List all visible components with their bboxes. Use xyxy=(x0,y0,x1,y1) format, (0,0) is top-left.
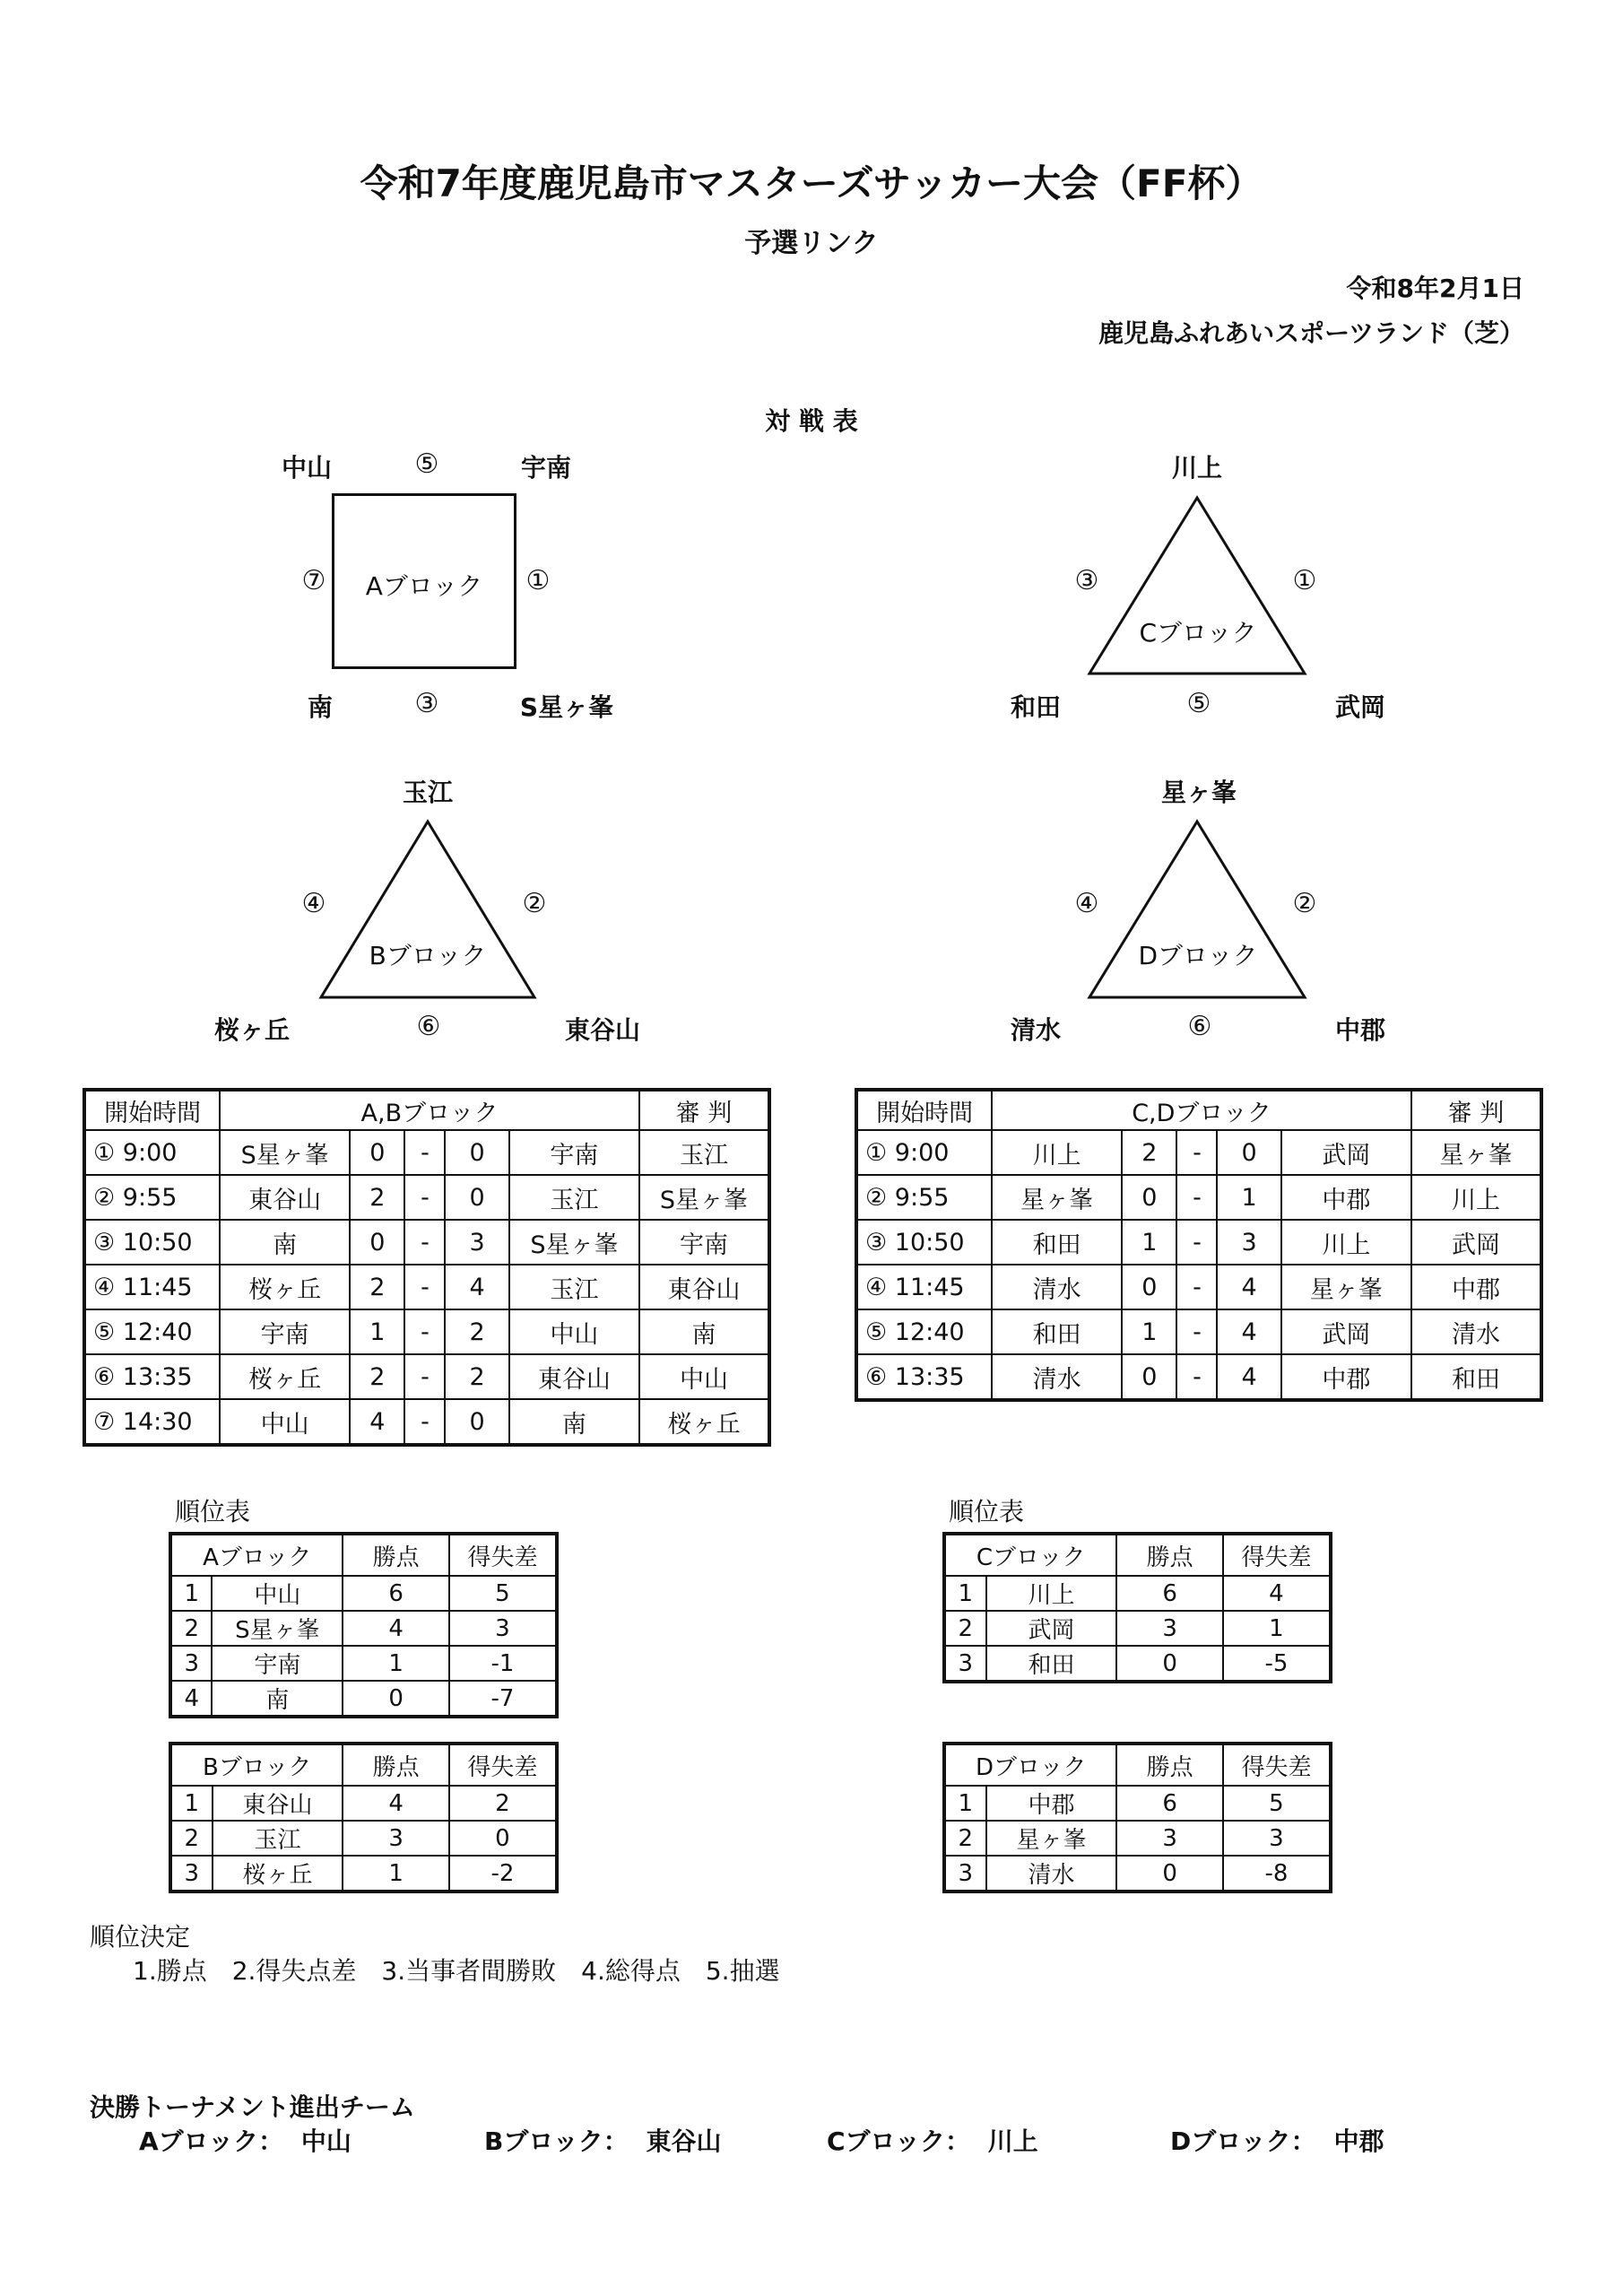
away-score: 3 xyxy=(445,1220,508,1265)
points: 1 xyxy=(343,1856,448,1892)
block-b-match-right: ② xyxy=(522,888,547,919)
points: 3 xyxy=(1116,1611,1222,1646)
referee: 星ヶ峯 xyxy=(1411,1130,1541,1175)
away-score: 3 xyxy=(1217,1220,1280,1265)
away-score: 0 xyxy=(1217,1130,1280,1175)
schedule-row xyxy=(856,1220,1541,1265)
home-score: 4 xyxy=(350,1399,404,1445)
finalist-team: 川上 xyxy=(987,2126,1038,2156)
home-score: 1 xyxy=(1122,1309,1176,1354)
referee: 和田 xyxy=(1411,1354,1541,1400)
away-team: 武岡 xyxy=(1281,1309,1411,1354)
home-team: 和田 xyxy=(992,1220,1122,1265)
page-subtitle: 予選リンク xyxy=(744,228,879,259)
bracket-heading: 対 戦 表 xyxy=(765,406,858,436)
schedule-row xyxy=(856,1265,1541,1309)
finalist-d xyxy=(1170,2122,1384,2158)
match-time: ③ 10:50 xyxy=(856,1220,992,1265)
schedule-cd-table xyxy=(855,1088,1543,1402)
goal-difference: -1 xyxy=(449,1646,557,1681)
rank-number: 3 xyxy=(170,1856,213,1892)
points: 0 xyxy=(1116,1646,1222,1682)
header-goal-diff: 得失差 xyxy=(1223,1744,1331,1786)
score-dash: - xyxy=(404,1354,445,1399)
team-name: 中山 xyxy=(212,1576,343,1611)
team-name: 玉江 xyxy=(213,1821,343,1856)
points: 0 xyxy=(343,1681,448,1717)
standings-row xyxy=(170,1576,557,1611)
standings-c-table xyxy=(942,1532,1332,1683)
away-score: 1 xyxy=(1217,1175,1280,1220)
home-score: 0 xyxy=(350,1220,404,1265)
away-team: 武岡 xyxy=(1281,1130,1411,1175)
schedule-row xyxy=(856,1309,1541,1354)
schedule-row xyxy=(84,1175,769,1220)
goal-difference: -7 xyxy=(449,1681,557,1717)
block-a-match-bottom: ③ xyxy=(414,688,439,719)
referee: S星ヶ峯 xyxy=(639,1175,769,1220)
points: 6 xyxy=(1116,1576,1222,1611)
away-score: 2 xyxy=(445,1309,508,1354)
away-team: 川上 xyxy=(1281,1220,1411,1265)
team-name: 中郡 xyxy=(986,1786,1117,1821)
team-name: 武岡 xyxy=(986,1611,1117,1646)
referee: 川上 xyxy=(1411,1175,1541,1220)
home-score: 0 xyxy=(350,1130,404,1175)
team-name: 東谷山 xyxy=(213,1786,343,1821)
points: 3 xyxy=(1116,1821,1222,1856)
match-time: ② 9:55 xyxy=(84,1175,220,1220)
block-b-team-left: 桜ヶ丘 xyxy=(213,1015,291,1045)
goal-difference: -2 xyxy=(449,1856,557,1892)
block-c-match-right: ① xyxy=(1292,565,1317,596)
score-dash: - xyxy=(404,1175,445,1220)
team-name: 清水 xyxy=(986,1856,1117,1892)
away-score: 4 xyxy=(445,1265,508,1309)
block-c-team-right: 武岡 xyxy=(1334,692,1386,722)
home-team: 川上 xyxy=(992,1130,1122,1175)
block-d-match-right: ② xyxy=(1292,888,1317,919)
away-team: 星ヶ峯 xyxy=(1281,1265,1411,1309)
points: 1 xyxy=(343,1646,448,1681)
block-a-team-bottom-right: S星ヶ峯 xyxy=(519,692,614,722)
home-score: 0 xyxy=(1122,1354,1176,1400)
header-points: 勝点 xyxy=(343,1744,448,1786)
standings-row xyxy=(170,1646,557,1681)
points: 0 xyxy=(1116,1856,1222,1892)
block-b-team-right: 東谷山 xyxy=(564,1015,641,1045)
standings-b-table xyxy=(169,1742,559,1893)
score-dash: - xyxy=(404,1309,445,1354)
rank-number: 2 xyxy=(944,1821,986,1856)
points: 3 xyxy=(343,1821,448,1856)
block-a-match-top: ⑤ xyxy=(414,448,439,480)
away-team: 玉江 xyxy=(509,1265,639,1309)
away-team: 玉江 xyxy=(509,1175,639,1220)
header-goal-diff: 得失差 xyxy=(449,1744,557,1786)
finalist-block-label: Cブロック： xyxy=(827,2126,970,2156)
header-points: 勝点 xyxy=(1116,1534,1222,1576)
match-time: ⑤ 12:40 xyxy=(856,1309,992,1354)
rank-number: 1 xyxy=(944,1786,986,1821)
match-time: ⑤ 12:40 xyxy=(84,1309,220,1354)
block-b-match-bottom: ⑥ xyxy=(416,1011,441,1042)
points: 4 xyxy=(343,1611,448,1646)
block-b-team-top: 玉江 xyxy=(402,778,454,807)
home-score: 2 xyxy=(350,1265,404,1309)
schedule-row xyxy=(856,1354,1541,1400)
score-dash: - xyxy=(1176,1130,1217,1175)
standings-a-table xyxy=(169,1532,559,1718)
home-score: 1 xyxy=(350,1309,404,1354)
home-team: 清水 xyxy=(992,1354,1122,1400)
finalist-block-label: Bブロック： xyxy=(484,2126,629,2156)
finalist-c xyxy=(827,2122,1038,2158)
home-team: 桜ヶ丘 xyxy=(220,1265,350,1309)
block-c-match-bottom: ⑤ xyxy=(1186,688,1211,719)
home-team: 清水 xyxy=(992,1265,1122,1309)
away-team: S星ヶ峯 xyxy=(509,1220,639,1265)
finalist-block-label: Dブロック： xyxy=(1170,2126,1316,2156)
away-team: 東谷山 xyxy=(509,1354,639,1399)
home-team: 南 xyxy=(220,1220,350,1265)
standings-row xyxy=(944,1646,1331,1682)
schedule-ab-table xyxy=(82,1088,771,1447)
standings-row xyxy=(944,1856,1331,1892)
block-c-team-left: 和田 xyxy=(1010,692,1062,722)
referee: 宇南 xyxy=(639,1220,769,1265)
schedule-cd-header-row xyxy=(856,1090,1541,1130)
rank-number: 3 xyxy=(944,1856,986,1892)
referee: 武岡 xyxy=(1411,1220,1541,1265)
home-team: 星ヶ峯 xyxy=(992,1175,1122,1220)
standings-label-left: 順位表 xyxy=(175,1497,251,1526)
page-title: 令和7年度鹿児島市マスターズサッカー大会（FF杯） xyxy=(360,161,1263,205)
home-score: 2 xyxy=(1122,1130,1176,1175)
ranking-rules-text: 1.勝点 2.得失点差 3.当事者間勝敗 4.総得点 5.抽選 xyxy=(133,1956,780,1986)
standings-header-row xyxy=(170,1534,557,1576)
score-dash: - xyxy=(1176,1354,1217,1400)
away-score: 0 xyxy=(445,1399,508,1445)
away-team: 宇南 xyxy=(509,1130,639,1175)
block-b-match-left: ④ xyxy=(301,888,326,919)
schedule-row xyxy=(84,1354,769,1399)
referee: 清水 xyxy=(1411,1309,1541,1354)
away-score: 4 xyxy=(1217,1309,1280,1354)
block-d-team-top: 星ヶ峯 xyxy=(1160,778,1237,807)
referee: 中山 xyxy=(639,1354,769,1399)
goal-difference: 0 xyxy=(449,1821,557,1856)
rank-number: 4 xyxy=(170,1681,212,1717)
score-dash: - xyxy=(404,1220,445,1265)
finalists-heading: 決勝トーナメント進出チーム xyxy=(90,2092,415,2122)
away-score: 4 xyxy=(1217,1265,1280,1309)
goal-difference: 3 xyxy=(449,1611,557,1646)
standings-row xyxy=(944,1821,1331,1856)
match-time: ⑦ 14:30 xyxy=(84,1399,220,1445)
finalist-team: 東谷山 xyxy=(646,2126,722,2156)
score-dash: - xyxy=(1176,1175,1217,1220)
away-score: 0 xyxy=(445,1175,508,1220)
points: 6 xyxy=(343,1576,448,1611)
block-c-match-left: ③ xyxy=(1074,565,1099,596)
rank-number: 1 xyxy=(944,1576,986,1611)
team-name: 宇南 xyxy=(212,1646,343,1681)
finalist-a xyxy=(139,2122,352,2158)
header-goal-diff: 得失差 xyxy=(1223,1534,1331,1576)
schedule-row xyxy=(856,1130,1541,1175)
points: 6 xyxy=(1116,1786,1222,1821)
header-goal-diff: 得失差 xyxy=(449,1534,557,1576)
block-a-team-top-right: 宇南 xyxy=(520,453,572,483)
block-b-triangle xyxy=(319,820,536,999)
header-points: 勝点 xyxy=(343,1534,448,1576)
home-score: 0 xyxy=(1122,1175,1176,1220)
block-d-team-left: 清水 xyxy=(1010,1015,1062,1045)
home-score: 0 xyxy=(1122,1265,1176,1309)
match-time: ⑥ 13:35 xyxy=(84,1354,220,1399)
standings-row xyxy=(944,1786,1331,1821)
schedule-row xyxy=(84,1309,769,1354)
match-time: ⑥ 13:35 xyxy=(856,1354,992,1400)
away-team: 中郡 xyxy=(1281,1175,1411,1220)
header-block: Aブロック xyxy=(170,1534,343,1576)
away-score: 2 xyxy=(445,1354,508,1399)
finalist-block-label: Aブロック： xyxy=(139,2126,284,2156)
block-b-label: Bブロック xyxy=(369,941,487,970)
home-team: 中山 xyxy=(220,1399,350,1445)
schedule-row xyxy=(84,1220,769,1265)
away-team: 南 xyxy=(509,1399,639,1445)
header-points: 勝点 xyxy=(1116,1744,1222,1786)
event-date: 令和8年2月1日 xyxy=(1346,274,1524,303)
standings-row xyxy=(170,1786,557,1821)
block-a-match-left: ⑦ xyxy=(301,565,326,596)
rank-number: 3 xyxy=(944,1646,986,1682)
match-time: ③ 10:50 xyxy=(84,1220,220,1265)
standings-row xyxy=(170,1611,557,1646)
home-team: 宇南 xyxy=(220,1309,350,1354)
schedule-ab-header-row xyxy=(84,1090,769,1130)
standings-row xyxy=(944,1576,1331,1611)
score-dash: - xyxy=(1176,1220,1217,1265)
schedule-row xyxy=(84,1130,769,1175)
rank-number: 1 xyxy=(170,1576,212,1611)
score-dash: - xyxy=(1176,1265,1217,1309)
rank-number: 2 xyxy=(170,1611,212,1646)
away-score: 0 xyxy=(445,1130,508,1175)
team-name: 川上 xyxy=(986,1576,1117,1611)
referee: 玉江 xyxy=(639,1130,769,1175)
home-team: 東谷山 xyxy=(220,1175,350,1220)
team-name: 星ヶ峯 xyxy=(986,1821,1117,1856)
block-d-triangle xyxy=(1088,820,1306,999)
referee: 東谷山 xyxy=(639,1265,769,1309)
ranking-rules-heading: 順位決定 xyxy=(90,1922,191,1952)
goal-difference: -5 xyxy=(1223,1646,1331,1682)
header-referee: 審 判 xyxy=(1411,1090,1541,1130)
block-c-label: Cブロック xyxy=(1139,618,1257,648)
header-start-time: 開始時間 xyxy=(84,1090,220,1130)
header-block: C,Dブロック xyxy=(992,1090,1411,1130)
standings-row xyxy=(170,1856,557,1892)
home-team: 桜ヶ丘 xyxy=(220,1354,350,1399)
schedule-row xyxy=(84,1399,769,1445)
away-team: 中山 xyxy=(509,1309,639,1354)
goal-difference: -8 xyxy=(1223,1856,1331,1892)
schedule-row xyxy=(856,1175,1541,1220)
standings-header-row xyxy=(944,1744,1331,1786)
block-a-label: Aブロック xyxy=(365,571,483,601)
score-dash: - xyxy=(404,1265,445,1309)
rank-number: 2 xyxy=(170,1821,213,1856)
match-time: ④ 11:45 xyxy=(84,1265,220,1309)
header-start-time: 開始時間 xyxy=(856,1090,992,1130)
header-block: Bブロック xyxy=(170,1744,343,1786)
block-d-match-left: ④ xyxy=(1074,888,1099,919)
header-block: A,Bブロック xyxy=(220,1090,639,1130)
standings-label-right: 順位表 xyxy=(949,1497,1025,1526)
standings-d-table xyxy=(942,1742,1332,1893)
team-name: 南 xyxy=(212,1681,343,1717)
block-d-label: Dブロック xyxy=(1138,941,1258,970)
away-score: 4 xyxy=(1217,1354,1280,1400)
team-name: 桜ヶ丘 xyxy=(213,1856,343,1892)
finalist-b xyxy=(484,2122,722,2158)
standings-row xyxy=(170,1681,557,1717)
match-time: ① 9:00 xyxy=(856,1130,992,1175)
standings-row xyxy=(170,1821,557,1856)
block-a-team-bottom-left: 南 xyxy=(307,692,334,722)
goal-difference: 5 xyxy=(449,1576,557,1611)
standings-row xyxy=(944,1611,1331,1646)
team-name: S星ヶ峯 xyxy=(212,1611,343,1646)
goal-difference: 5 xyxy=(1223,1786,1331,1821)
home-score: 2 xyxy=(350,1354,404,1399)
referee: 南 xyxy=(639,1309,769,1354)
home-team: 和田 xyxy=(992,1309,1122,1354)
points: 4 xyxy=(343,1786,448,1821)
goal-difference: 1 xyxy=(1223,1611,1331,1646)
score-dash: - xyxy=(404,1399,445,1445)
away-team: 中郡 xyxy=(1281,1354,1411,1400)
home-score: 1 xyxy=(1122,1220,1176,1265)
block-c-team-top: 川上 xyxy=(1171,453,1223,483)
finalist-team: 中山 xyxy=(300,2126,352,2156)
header-block: Dブロック xyxy=(944,1744,1116,1786)
finalist-team: 中郡 xyxy=(1333,2126,1384,2156)
event-venue: 鹿児島ふれあいスポーツランド（芝） xyxy=(1098,318,1524,348)
referee: 桜ヶ丘 xyxy=(639,1399,769,1445)
rank-number: 1 xyxy=(170,1786,213,1821)
match-time: ② 9:55 xyxy=(856,1175,992,1220)
schedule-row xyxy=(84,1265,769,1309)
block-a-team-top-left: 中山 xyxy=(281,453,333,483)
header-referee: 審 判 xyxy=(639,1090,769,1130)
team-name: 和田 xyxy=(986,1646,1117,1682)
goal-difference: 2 xyxy=(449,1786,557,1821)
goal-difference: 4 xyxy=(1223,1576,1331,1611)
score-dash: - xyxy=(404,1130,445,1175)
referee: 中郡 xyxy=(1411,1265,1541,1309)
home-team: S星ヶ峯 xyxy=(220,1130,350,1175)
standings-header-row xyxy=(944,1534,1331,1576)
goal-difference: 3 xyxy=(1223,1821,1331,1856)
score-dash: - xyxy=(1176,1309,1217,1354)
rank-number: 2 xyxy=(944,1611,986,1646)
block-d-match-bottom: ⑥ xyxy=(1187,1011,1212,1042)
block-a-match-right: ① xyxy=(525,565,551,596)
rank-number: 3 xyxy=(170,1646,212,1681)
block-d-team-right: 中郡 xyxy=(1334,1015,1386,1045)
home-score: 2 xyxy=(350,1175,404,1220)
match-time: ④ 11:45 xyxy=(856,1265,992,1309)
match-time: ① 9:00 xyxy=(84,1130,220,1175)
standings-header-row xyxy=(170,1744,557,1786)
header-block: Cブロック xyxy=(944,1534,1116,1576)
